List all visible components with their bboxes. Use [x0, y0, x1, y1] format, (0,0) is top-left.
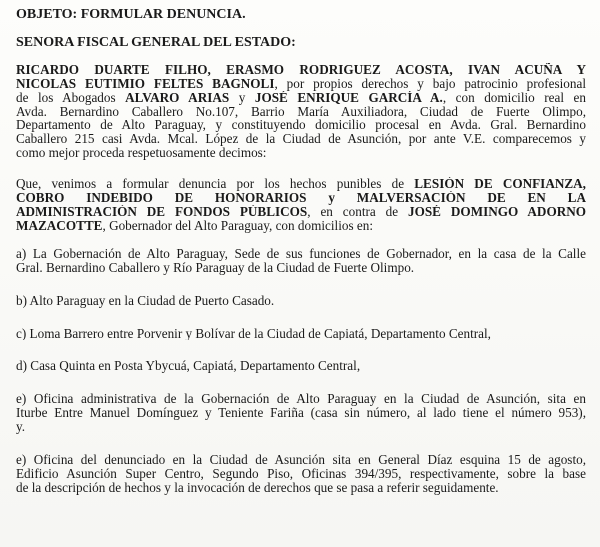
denuncia-line-3	[16, 205, 586, 219]
intro-line-3-a: de los Abogados	[16, 90, 126, 105]
item-e-denunciado-office	[16, 453, 586, 495]
item-b-line: b) Alto Paraguay en la Ciudad de Puerto Casado.	[16, 293, 275, 308]
denuncia-crime-1: LESIÓN DE CONFIANZA,	[414, 177, 586, 192]
denuncia-line-4-a: , Gobernador del Alto Paraguay, con domicilios en:	[102, 218, 373, 233]
lawyer-name-1: ALVARO ARIAS	[125, 90, 230, 105]
denuncia-line-1-a: Que, venimos a formular denuncia por los hechos punibles de	[16, 177, 415, 192]
denuncia-crime-3: ADMINISTRACIÓN DE FONDOS PÚBLICOS	[16, 204, 308, 219]
intro-line-6: Caballero 215 casi Avda. Mcal. López de la Ciudad de Asunción, por ante V.E. comparecemos y	[16, 132, 586, 147]
item-b	[16, 294, 586, 308]
item-e1-line-1: e) Oficina administrativa de la Gobernación de Alto Paraguay en la Ciudad de Asunción, sita en	[16, 392, 586, 407]
item-a-line-1: a) La Gobernación de Alto Paraguay, Sede de sus funciones de Gobernador, en la casa de la Calle	[16, 246, 586, 261]
accused-surname: MAZACOTTE	[16, 218, 103, 233]
intro-name-bold: NICOLAS EUTIMIO FELTES BAGNOLI	[16, 76, 275, 91]
accused-name: JOSÉ DOMINGO ADORNO	[407, 204, 586, 219]
lawyer-name-2: JOSÉ ENRIQUE GARCÍA A.	[254, 90, 443, 105]
intro-line-3-c: , con domicilio real en	[442, 90, 586, 105]
item-a-line-2: Gral. Bernardino Caballero y Río Paraguay de la Ciudad de Fuerte Olimpo.	[16, 260, 415, 275]
item-e2-line-1: e) Oficina del denunciado en la Ciudad de Asunción sita en General Díaz esquina 15 de agosto,	[16, 453, 586, 467]
item-e1-line-3: y.	[16, 420, 26, 435]
item-e1-line-2: Iturbe Entre Manuel Domínguez y Teniente Fariña (casa sin número, al lado tiene el número 953),	[16, 406, 586, 421]
objeto-heading: OBJETO: FORMULAR DENUNCIA.	[16, 8, 246, 22]
denuncia-line-2: COBRO INDEBIDO DE HONORARIOS y MALVERSACIÓN DE EN LA	[16, 191, 586, 205]
intro-line-2	[16, 77, 586, 91]
item-a	[16, 247, 586, 275]
intro-line-5: Departamento de Alto Paraguay, y constituyendo domicilio procesal en Avda. Gral. Bernardino	[16, 118, 586, 133]
intro-line-3-b: y	[229, 90, 255, 105]
item-e-office	[16, 392, 586, 434]
item-c-line: c) Loma Barrero entre Porvenir y Bolívar de la Ciudad de Capiatá, Departamento Central,	[16, 326, 491, 341]
intro-line-3	[16, 91, 586, 105]
item-c	[16, 327, 586, 341]
item-d-line: d) Casa Quinta en Posta Ybycuá, Capiatá, Departamento Central,	[16, 359, 361, 374]
item-d	[16, 359, 586, 373]
intro-line-1: RICARDO DUARTE FILHO, ERASMO RODRIGUEZ ACOSTA, IVAN ACUÑA Y	[16, 62, 586, 77]
denuncia-line-4	[16, 219, 586, 233]
denuncia-paragraph	[16, 177, 586, 233]
item-e2-line-3: de la descripción de hechos y la invocación de derechos que se pasa a referir seguidamente.	[16, 480, 499, 495]
intro-line-4: Avda. Bernardino Caballero No.107, Barrio María Auxiliadora, Ciudad de Fuerte Olimpo,	[16, 104, 586, 119]
denuncia-line-1	[16, 177, 586, 191]
item-e2-line-2: Edificio Asunción Super Centro, Segundo Piso, Oficinas 394/395, respectivamente, sobre la base	[16, 466, 586, 481]
denuncia-line-3-a: , en contra de	[307, 204, 408, 219]
intro-paragraph	[16, 63, 586, 160]
intro-line-7: como mejor proceda respetuosamente decimos:	[16, 146, 267, 161]
addressee-heading: SEÑORA FISCAL GENERAL DEL ESTADO:	[16, 35, 296, 50]
intro-line-2-rest: , por propios derechos y bajo patrocinio profesional	[274, 76, 586, 91]
